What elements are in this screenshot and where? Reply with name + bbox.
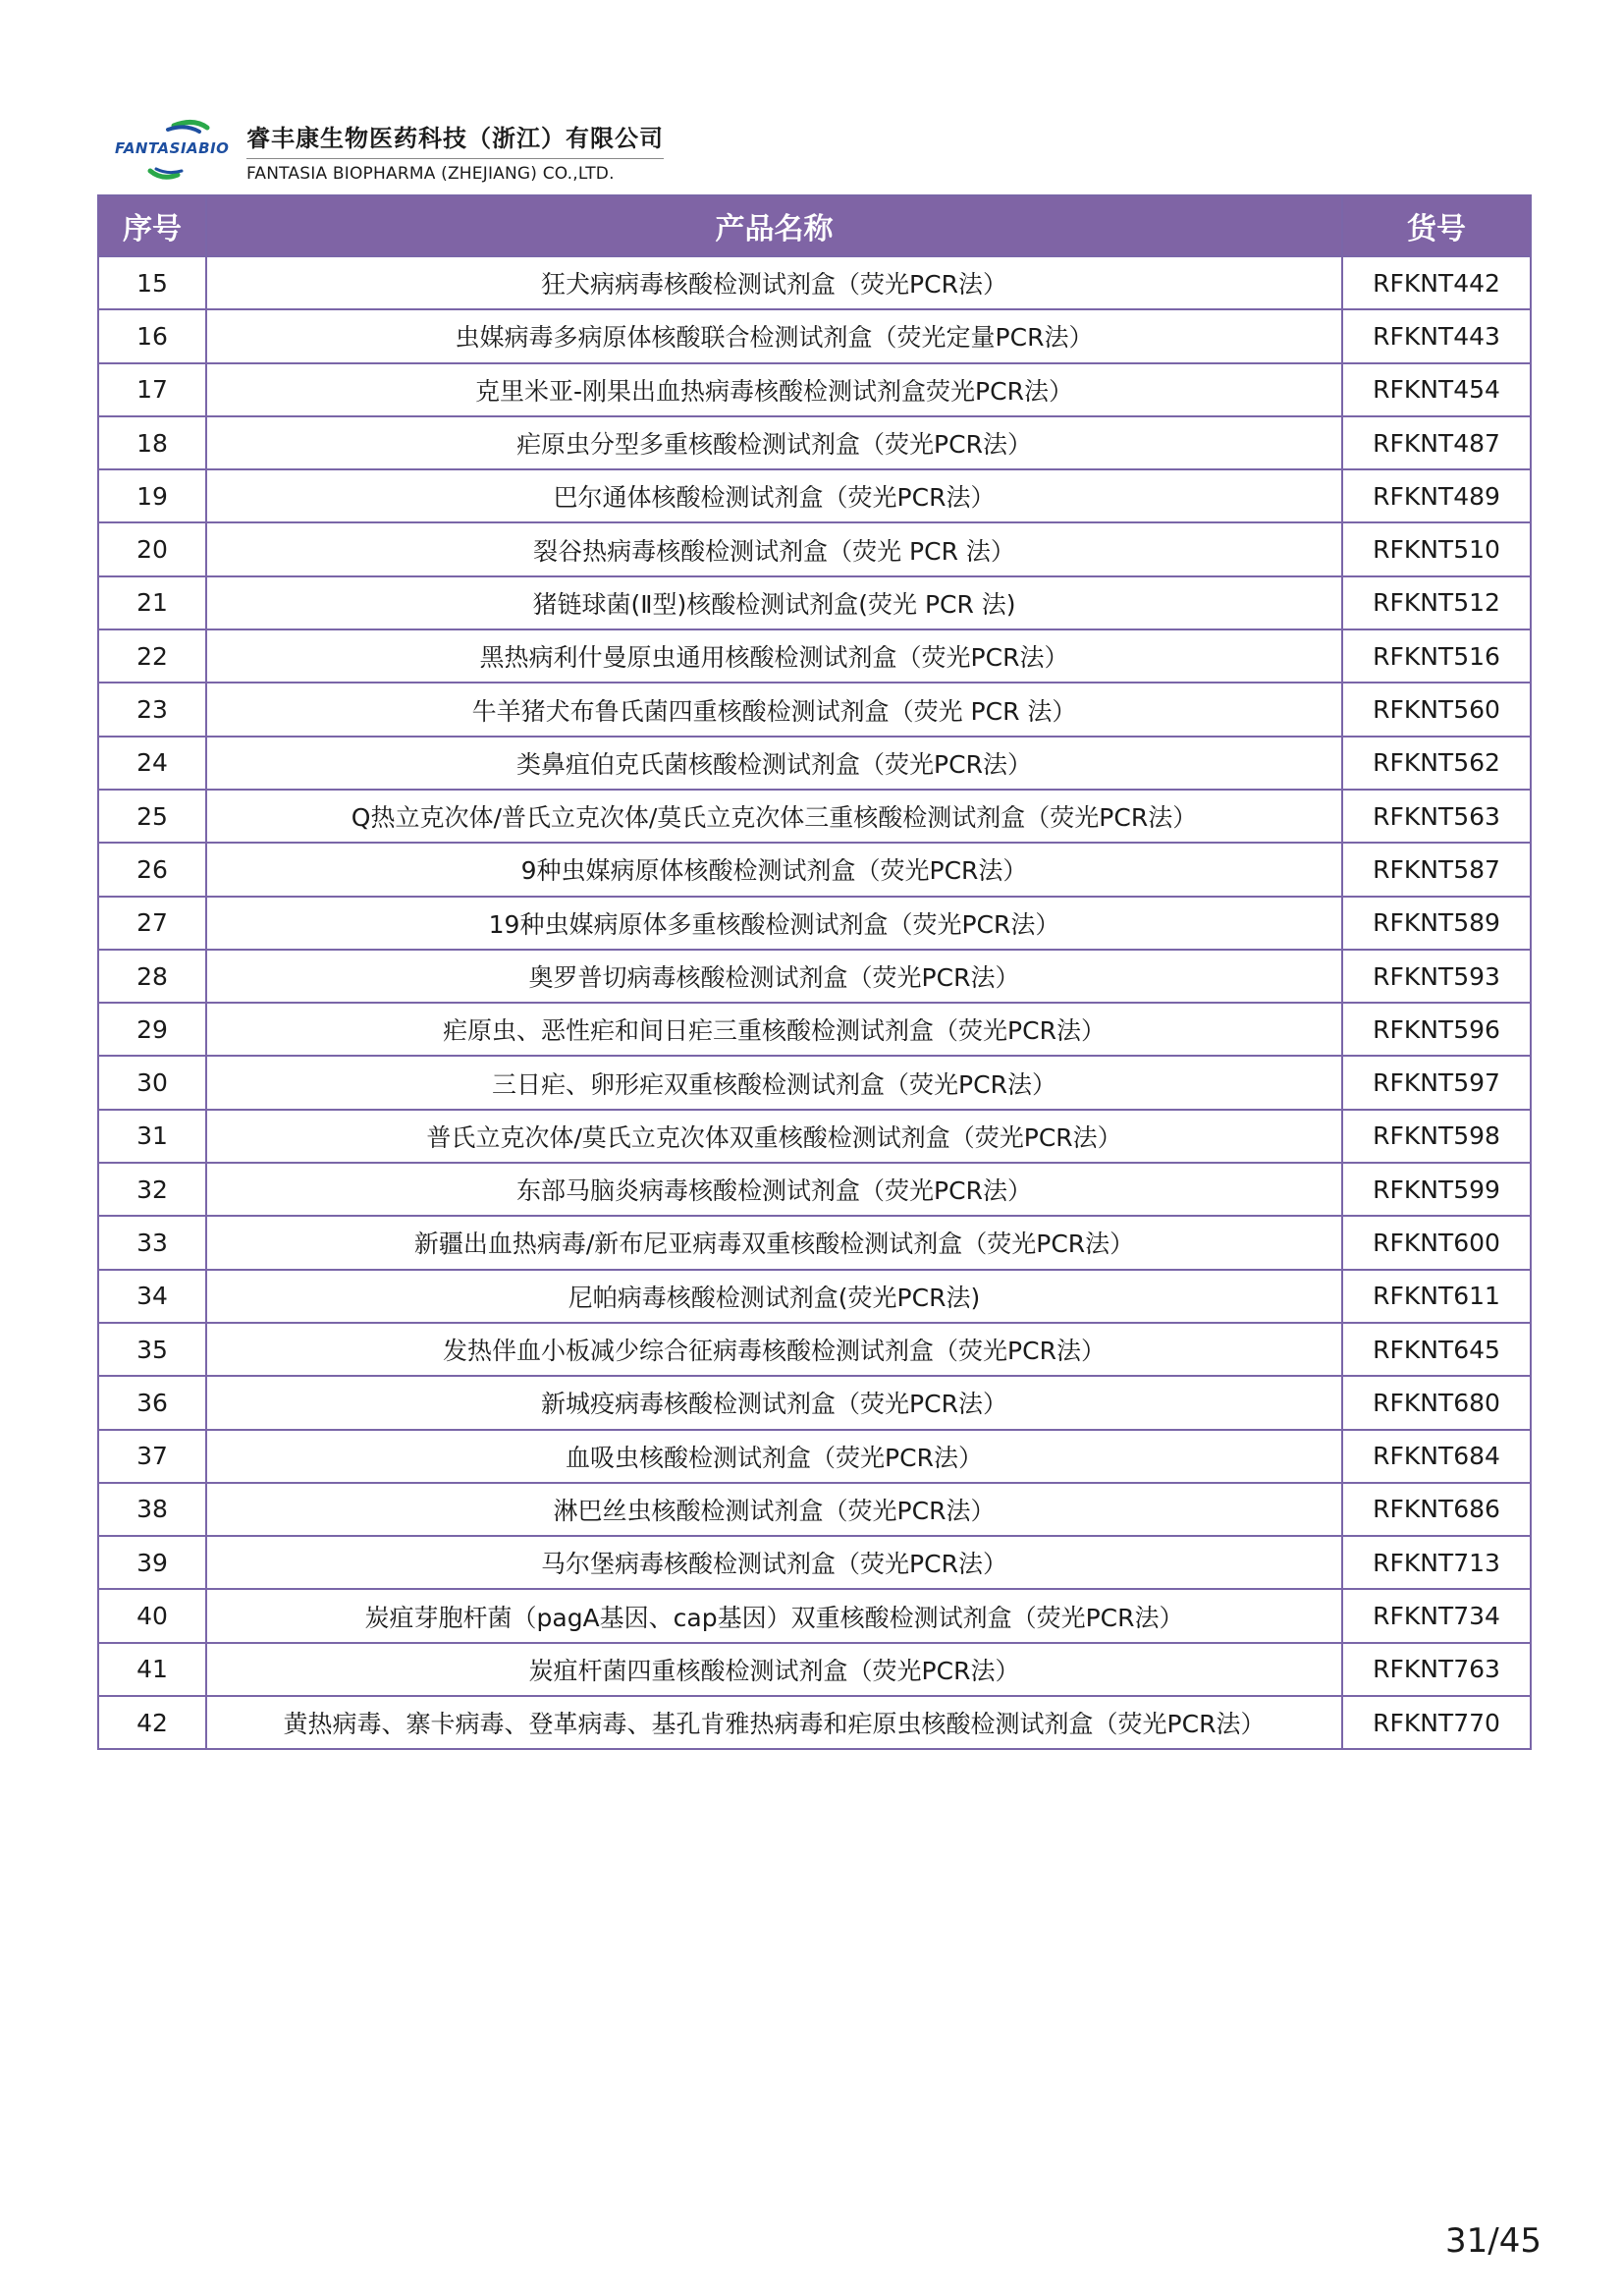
row-number: 16	[98, 309, 206, 362]
product-name: 猪链球菌(Ⅱ型)核酸检测试剂盒(荧光 PCR 法)	[206, 576, 1342, 629]
product-name: 淋巴丝虫核酸检测试剂盒（荧光PCR法）	[206, 1483, 1342, 1536]
row-number: 38	[98, 1483, 206, 1536]
row-number: 28	[98, 950, 206, 1003]
product-code: RFKNT770	[1342, 1696, 1531, 1749]
product-code: RFKNT454	[1342, 363, 1531, 416]
table-row	[98, 1056, 1531, 1109]
company-name-block	[246, 119, 664, 184]
row-number: 37	[98, 1430, 206, 1483]
company-name-cn: 睿丰康生物医药科技（浙江）有限公司	[246, 119, 664, 159]
table-row	[98, 1110, 1531, 1163]
row-number: 24	[98, 737, 206, 790]
product-code: RFKNT563	[1342, 790, 1531, 843]
table-row	[98, 576, 1531, 629]
product-name: 黄热病毒、寨卡病毒、登革病毒、基孔肯雅热病毒和疟原虫核酸检测试剂盒（荧光PCR法）	[206, 1696, 1342, 1749]
product-code: RFKNT560	[1342, 683, 1531, 736]
product-name: 狂犬病病毒核酸检测试剂盒（荧光PCR法）	[206, 256, 1342, 309]
table-row	[98, 1323, 1531, 1376]
logo-wordmark: FANTASIABIO	[115, 139, 230, 157]
row-number: 36	[98, 1376, 206, 1429]
product-name: 克里米亚-刚果出血热病毒核酸检测试剂盒荧光PCR法）	[206, 363, 1342, 416]
product-code: RFKNT684	[1342, 1430, 1531, 1483]
table-row	[98, 1536, 1531, 1589]
product-name: 炭疽芽胞杆菌（pagA基因、cap基因）双重核酸检测试剂盒（荧光PCR法）	[206, 1589, 1342, 1642]
product-code: RFKNT686	[1342, 1483, 1531, 1536]
table-row	[98, 416, 1531, 469]
product-name: 普氏立克次体/莫氏立克次体双重核酸检测试剂盒（荧光PCR法）	[206, 1110, 1342, 1163]
product-code: RFKNT589	[1342, 897, 1531, 950]
product-name: 三日疟、卵形疟双重核酸检测试剂盒（荧光PCR法）	[206, 1056, 1342, 1109]
table-row	[98, 683, 1531, 736]
table-row	[98, 363, 1531, 416]
table-row	[98, 1270, 1531, 1323]
table-row	[98, 522, 1531, 575]
row-number: 33	[98, 1216, 206, 1269]
product-code: RFKNT510	[1342, 522, 1531, 575]
table-header-row	[98, 195, 1531, 256]
product-name: 巴尔通体核酸检测试剂盒（荧光PCR法）	[206, 469, 1342, 522]
product-name: 奥罗普切病毒核酸检测试剂盒（荧光PCR法）	[206, 950, 1342, 1003]
product-name: 东部马脑炎病毒核酸检测试剂盒（荧光PCR法）	[206, 1163, 1342, 1216]
row-number: 41	[98, 1643, 206, 1696]
row-number: 27	[98, 897, 206, 950]
product-name: 牛羊猪犬布鲁氏菌四重核酸检测试剂盒（荧光 PCR 法）	[206, 683, 1342, 736]
table-row	[98, 1003, 1531, 1056]
table-row	[98, 950, 1531, 1003]
product-code: RFKNT442	[1342, 256, 1531, 309]
company-logo	[113, 116, 243, 187]
header-product-name: 产品名称	[206, 195, 1342, 256]
table-row	[98, 1163, 1531, 1216]
product-code: RFKNT597	[1342, 1056, 1531, 1109]
product-name: 9种虫媒病原体核酸检测试剂盒（荧光PCR法）	[206, 843, 1342, 896]
row-number: 20	[98, 522, 206, 575]
product-name: 19种虫媒病原体多重核酸检测试剂盒（荧光PCR法）	[206, 897, 1342, 950]
row-number: 15	[98, 256, 206, 309]
table-row	[98, 1643, 1531, 1696]
product-code: RFKNT598	[1342, 1110, 1531, 1163]
product-code: RFKNT587	[1342, 843, 1531, 896]
product-code: RFKNT512	[1342, 576, 1531, 629]
table-row	[98, 1216, 1531, 1269]
product-code: RFKNT596	[1342, 1003, 1531, 1056]
table-row	[98, 469, 1531, 522]
product-name: 疟原虫分型多重核酸检测试剂盒（荧光PCR法）	[206, 416, 1342, 469]
row-number: 32	[98, 1163, 206, 1216]
table-row	[98, 1430, 1531, 1483]
table-row	[98, 1696, 1531, 1749]
product-name: 新城疫病毒核酸检测试剂盒（荧光PCR法）	[206, 1376, 1342, 1429]
header-code: 货号	[1342, 195, 1531, 256]
product-code: RFKNT713	[1342, 1536, 1531, 1589]
product-code: RFKNT489	[1342, 469, 1531, 522]
product-code: RFKNT562	[1342, 737, 1531, 790]
table-row	[98, 790, 1531, 843]
product-code: RFKNT599	[1342, 1163, 1531, 1216]
row-number: 19	[98, 469, 206, 522]
product-code: RFKNT516	[1342, 629, 1531, 683]
row-number: 22	[98, 629, 206, 683]
company-name-en: FANTASIA BIOPHARMA (ZHEJIANG) CO.,LTD.	[246, 164, 615, 184]
table-row	[98, 256, 1531, 309]
product-name: Q热立克次体/普氏立克次体/莫氏立克次体三重核酸检测试剂盒（荧光PCR法）	[206, 790, 1342, 843]
product-name: 尼帕病毒核酸检测试剂盒(荧光PCR法)	[206, 1270, 1342, 1323]
product-name: 血吸虫核酸检测试剂盒（荧光PCR法）	[206, 1430, 1342, 1483]
header-no: 序号	[98, 195, 206, 256]
product-code: RFKNT645	[1342, 1323, 1531, 1376]
table-row	[98, 843, 1531, 896]
product-code: RFKNT593	[1342, 950, 1531, 1003]
table-row	[98, 897, 1531, 950]
row-number: 17	[98, 363, 206, 416]
row-number: 42	[98, 1696, 206, 1749]
product-code: RFKNT611	[1342, 1270, 1531, 1323]
product-name: 类鼻疽伯克氏菌核酸检测试剂盒（荧光PCR法）	[206, 737, 1342, 790]
product-table	[97, 194, 1532, 1750]
product-name: 新疆出血热病毒/新布尼亚病毒双重核酸检测试剂盒（荧光PCR法）	[206, 1216, 1342, 1269]
table-body	[98, 256, 1531, 1749]
table-row	[98, 737, 1531, 790]
row-number: 39	[98, 1536, 206, 1589]
product-code: RFKNT487	[1342, 416, 1531, 469]
row-number: 21	[98, 576, 206, 629]
page-number: 31/45	[1445, 2221, 1542, 2261]
product-code: RFKNT443	[1342, 309, 1531, 362]
row-number: 31	[98, 1110, 206, 1163]
product-name: 马尔堡病毒核酸检测试剂盒（荧光PCR法）	[206, 1536, 1342, 1589]
product-code: RFKNT734	[1342, 1589, 1531, 1642]
product-name: 黑热病利什曼原虫通用核酸检测试剂盒（荧光PCR法）	[206, 629, 1342, 683]
row-number: 18	[98, 416, 206, 469]
row-number: 26	[98, 843, 206, 896]
table-row	[98, 1483, 1531, 1536]
product-name: 疟原虫、恶性疟和间日疟三重核酸检测试剂盒（荧光PCR法）	[206, 1003, 1342, 1056]
product-name: 炭疽杆菌四重核酸检测试剂盒（荧光PCR法）	[206, 1643, 1342, 1696]
product-name: 发热伴血小板减少综合征病毒核酸检测试剂盒（荧光PCR法）	[206, 1323, 1342, 1376]
row-number: 23	[98, 683, 206, 736]
table-row	[98, 629, 1531, 683]
row-number: 40	[98, 1589, 206, 1642]
row-number: 35	[98, 1323, 206, 1376]
table-row	[98, 1376, 1531, 1429]
product-code: RFKNT763	[1342, 1643, 1531, 1696]
product-code: RFKNT600	[1342, 1216, 1531, 1269]
page-header	[113, 116, 664, 187]
table-row	[98, 309, 1531, 362]
row-number: 25	[98, 790, 206, 843]
product-code: RFKNT680	[1342, 1376, 1531, 1429]
product-name: 虫媒病毒多病原体核酸联合检测试剂盒（荧光定量PCR法）	[206, 309, 1342, 362]
row-number: 30	[98, 1056, 206, 1109]
row-number: 29	[98, 1003, 206, 1056]
product-name: 裂谷热病毒核酸检测试剂盒（荧光 PCR 法）	[206, 522, 1342, 575]
row-number: 34	[98, 1270, 206, 1323]
table-row	[98, 1589, 1531, 1642]
